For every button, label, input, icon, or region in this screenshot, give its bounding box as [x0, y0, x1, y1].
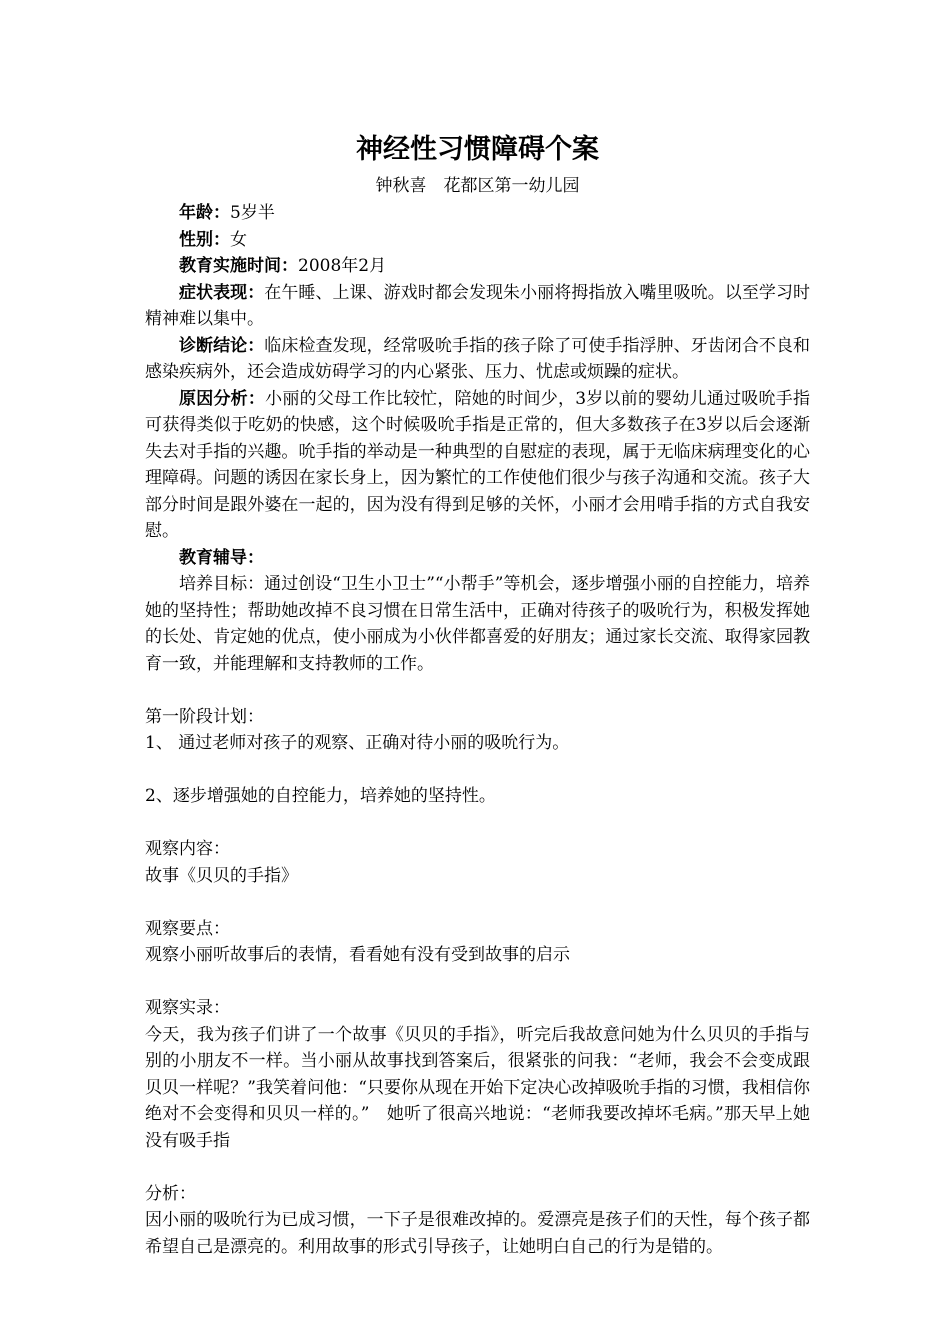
field-label: 教育实施时间：	[179, 256, 298, 276]
field-label: 症状表现：	[179, 282, 265, 303]
field-date	[145, 253, 810, 280]
field-diagnosis	[145, 333, 810, 386]
field-gender	[145, 227, 810, 254]
document-author: 钟秋喜 花都区第一幼儿园	[375, 176, 580, 196]
record-heading: 观察实录：	[145, 998, 230, 1018]
blank-line	[145, 1154, 810, 1181]
analysis-paragraph: 因小丽的吸吮行为已成习惯，一下子是很难改掉的。爱漂亮是孩子们的天性，每个孩子都希望自己是漂亮的。利用故事的形式引导孩子，让她明白自己的行为是错的。	[145, 1210, 810, 1257]
plan-heading: 第一阶段计划：	[145, 706, 264, 727]
field-cause	[145, 386, 810, 545]
plan-item: 1、 通过老师对孩子的观察、正确对待小丽的吸吮行为。	[145, 733, 570, 753]
document-page	[145, 128, 810, 1260]
field-value: 5岁半	[230, 203, 275, 223]
blank-line	[145, 810, 810, 837]
field-label: 诊断结论：	[179, 335, 265, 356]
blank-line	[145, 757, 810, 784]
document-title: 神经性习惯障碍个案	[356, 134, 599, 165]
observe-points: 观察小丽听故事后的表情，看看她有没有受到故事的启示	[145, 945, 570, 965]
field-value: 女	[230, 229, 247, 250]
blank-line	[145, 889, 810, 916]
field-guidance	[145, 545, 810, 572]
field-label: 性别：	[179, 229, 230, 250]
field-label: 原因分析：	[179, 388, 266, 409]
goal-paragraph: 培养目标：通过创设“卫生小卫士”“小帮手”等机会，逐步增强小丽的自控能力，培养她的坚持性；帮助她改掉不良习惯在日常生活中，正确对待孩子的吸吮行为，积极发挥她的长处、肯定她的优点，使小丽成为小伙伴都喜爱的好朋友；通过家长交流、取得家园教育一致，并能理解和支持教师的工作。	[145, 574, 810, 674]
field-symptoms	[145, 280, 810, 333]
field-age	[145, 200, 810, 227]
field-value: 临床检查发现，经常吸吮手指的孩子除了可使手指浮肿、牙齿闭合不良和感染疾病外，还会造成妨碍学习的内心紧张、压力、忧虑或烦躁的症状。	[145, 335, 811, 382]
field-label: 年龄：	[179, 203, 230, 223]
observe-content: 故事《贝贝的手指》	[145, 865, 298, 886]
blank-line	[145, 677, 810, 704]
record-paragraph: 今天，我为孩子们讲了一个故事《贝贝的手指》，听完后我故意问她为什么贝贝的手指与别的小朋友不一样。当小丽从故事找到答案后，很紧张的问我：“老师，我会不会变成跟贝贝一样呢？”我笑着问他：“只要你从现在开始下定决心改掉吸吮手指的习惯，我相信你绝对不会变得和贝贝一样的。” 她听了很高兴地说：“老师我要改掉坏毛病。”那天早上她没有吸手指	[145, 1024, 810, 1151]
field-value: 小丽的父母工作比较忙，陪她的时间少，3岁以前的婴幼儿通过吸吮手指可获得类似于吃奶的快感，这个时候吸吮手指是正常的，但大多数孩子在3岁以后会逐渐失去对手指的兴趣。吮手指的举动是一种典型的自慰症的表现，属于无临床病理变化的心理障碍。问题的诱因在家长身上，因为繁忙的工作使他们很少与孩子沟通和交流。孩子大部分时间是跟外婆在一起的，因为没有得到足够的关怀，小丽才会用啃手指的方式自我安慰。	[145, 388, 810, 541]
blank-line	[145, 969, 810, 996]
observe-points-heading: 观察要点：	[145, 918, 230, 939]
plan-item: 2、逐步增强她的自控能力，培养她的坚持性。	[145, 786, 496, 806]
observe-content-heading: 观察内容：	[145, 839, 230, 859]
field-label: 教育辅导：	[179, 547, 264, 568]
field-value: 2008年2月	[298, 256, 387, 276]
analysis-heading: 分析：	[145, 1183, 196, 1204]
field-value: 在午睡、上课、游戏时都会发现朱小丽将拇指放入嘴里吸吮。以至学习时精神难以集中。	[145, 282, 811, 329]
